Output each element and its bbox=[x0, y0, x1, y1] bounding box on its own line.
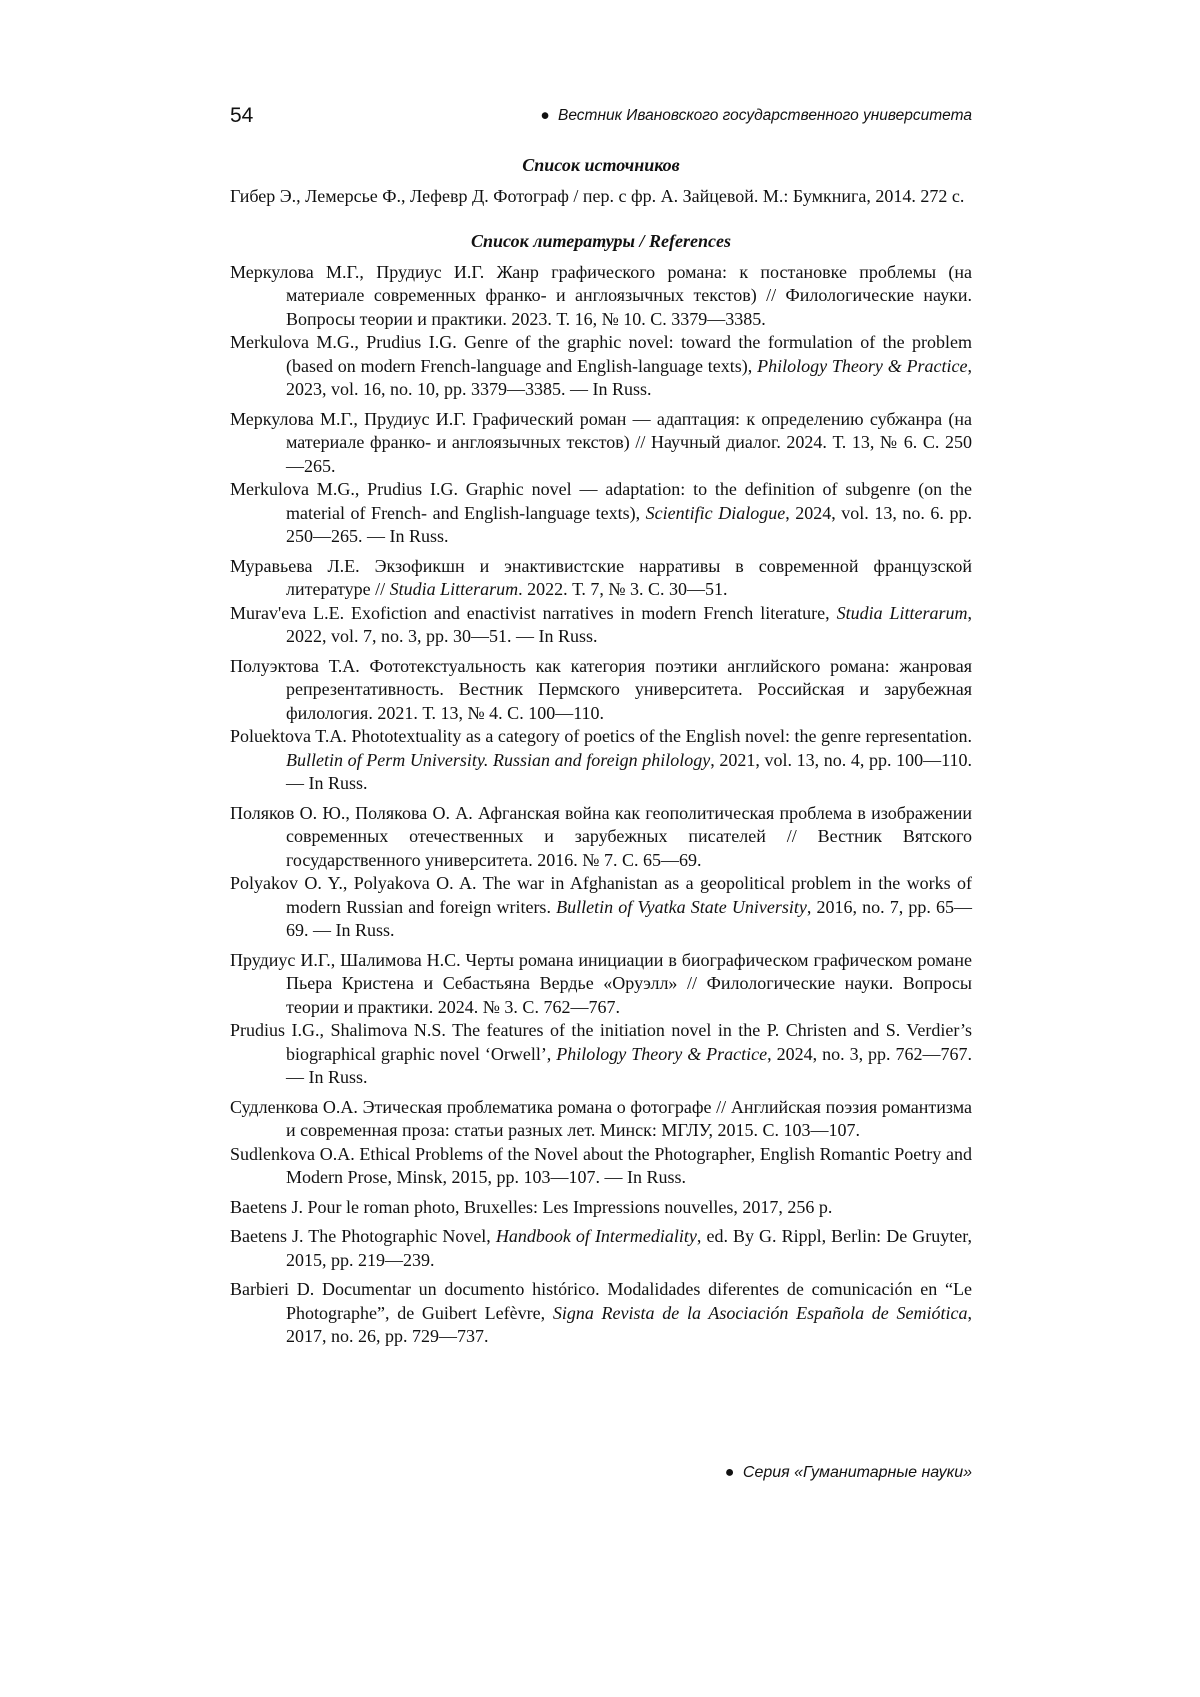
reference-entry bbox=[230, 1225, 972, 1272]
reference-text: , 2024, no. 3, pp. 762—767. — In Russ. bbox=[286, 1044, 972, 1088]
reference-text: Поляков О. Ю., Полякова О. А. Афганская война как геополитическая проблема в изображении современных отечественных и зарубежных писателей // Вестник Вятского государственного университета. 2016. № 7. С. 65—69. bbox=[230, 803, 972, 870]
reference-text: Sudlenkova O.A. Ethical Problems of the Novel about the Photographer, English Romantic Poetry and Modern Prose, Minsk, 2015, pp. 103—107. — In Russ. bbox=[230, 1144, 972, 1188]
reference-text: Baetens J. Pour le roman photo, Bruxelles: Les Impressions nouvelles, 2017, 256 p. bbox=[230, 1197, 832, 1217]
sources-list bbox=[230, 185, 972, 209]
page-number: 54 bbox=[230, 104, 253, 128]
reference-entry bbox=[230, 331, 972, 402]
reference-entry bbox=[230, 1143, 972, 1190]
reference-text: Полуэктова Т.А. Фототекстуальность как категория поэтики английского романа: жанровая репрезентативность. Вестник Пермского университета. Российская и зарубежная филология. 2021. Т. 13, № 4. С. 100—110. bbox=[230, 656, 972, 723]
reference-title: Philology Theory & Practice bbox=[556, 1044, 767, 1064]
reference-text: . 2022. Т. 7, № 3. С. 30—51. bbox=[518, 579, 727, 599]
reference-text: Merkulova M.G., Prudius I.G. Graphic novel — adaptation: to the definition of subgenre (on the material of French- and English-language texts), bbox=[230, 479, 972, 523]
reference-title: Handbook of Intermediality bbox=[496, 1226, 697, 1246]
series-title: Серия «Гуманитарные науки» bbox=[743, 1464, 972, 1481]
reference-title: Philology Theory & Practice bbox=[757, 356, 967, 376]
reference-entry bbox=[230, 602, 972, 649]
reference-text: , 2016, no. 7, pp. 65—69. — In Russ. bbox=[286, 897, 972, 941]
source-entry: Гибер Э., Лемерсье Ф., Лефевр Д. Фотограф / пер. с фр. А. Зайцевой. М.: Бумкнига, 2014. 272 с. bbox=[230, 185, 972, 209]
reference-text: , 2022, vol. 7, no. 3, pp. 30—51. — In Russ. bbox=[286, 603, 972, 647]
references-list bbox=[230, 261, 972, 1349]
reference-text: , 2021, vol. 13, no. 4, pp. 100—110. — In Russ. bbox=[286, 750, 972, 794]
reference-text: Merkulova M.G., Prudius I.G. Genre of the graphic novel: toward the formulation of the problem (based on modern French-language and English-language texts), bbox=[230, 332, 972, 376]
reference-text: , 2023, vol. 16, no. 10, pp. 3379—3385. — In Russ. bbox=[286, 356, 972, 400]
reference-entry bbox=[230, 1278, 972, 1349]
reference-text: Poluektova T.A. Phototextuality as a category of poetics of the English novel: the genre representation. bbox=[230, 726, 972, 746]
reference-text: Меркулова М.Г., Прудиус И.Г. Графический роман — адаптация: к определению субжанра (на материале франко- и англоязычных текстов) // Научный диалог. 2024. Т. 13, № 6. С. 250—265. bbox=[230, 409, 972, 476]
reference-text: Муравьева Л.Е. Экзофикшн и энактивистские нарративы в современной французской литературе // bbox=[230, 556, 972, 600]
reference-title: Studia Litterarum bbox=[837, 603, 968, 623]
running-header bbox=[540, 106, 972, 126]
reference-entry bbox=[230, 408, 972, 479]
sources-heading: Список источников bbox=[230, 154, 972, 178]
reference-title: Signa Revista de la Asociación Española de Semiótica bbox=[553, 1303, 968, 1323]
reference-text: Murav'eva L.E. Exofiction and enactivist narratives in modern French literature, bbox=[230, 603, 837, 623]
reference-title: Bulletin of Perm University. Russian and foreign philology bbox=[286, 750, 710, 770]
reference-entry bbox=[230, 478, 972, 549]
journal-title: Вестник Ивановского государственного университета bbox=[558, 107, 972, 124]
reference-entry bbox=[230, 872, 972, 943]
reference-text: Barbieri D. Documentar un documento histórico. Modalidades diferentes de comunicación en “Le Photographe”, de Guibert Lefèvre, bbox=[230, 1279, 972, 1323]
reference-entry bbox=[230, 949, 972, 1020]
reference-entry bbox=[230, 1019, 972, 1090]
bibliography bbox=[230, 154, 972, 1349]
reference-text: Polyakov O. Y., Polyakova O. A. The war in Afghanistan as a geopolitical problem in the works of modern Russian and foreign writers. bbox=[230, 873, 972, 917]
reference-text: Меркулова М.Г., Прудиус И.Г. Жанр графического романа: к постановке проблемы (на материале современных франко- и англоязычных текстов) // Филологические науки. Вопросы теории и практики. 2023. Т. 16, № 10. С. 3379—3385. bbox=[230, 262, 972, 329]
reference-text: Судленкова О.А. Этическая проблематика романа о фотографе // Английская поэзия романтизма и современная проза: статьи разных лет. Минск: МГЛУ, 2015. С. 103—107. bbox=[230, 1097, 972, 1141]
bullet-icon: ● bbox=[725, 1464, 735, 1481]
reference-entry bbox=[230, 555, 972, 602]
reference-text: , 2024, vol. 13, no. 6. pp. 250—265. — In Russ. bbox=[286, 503, 972, 547]
reference-entry bbox=[230, 725, 972, 796]
references-heading: Список литературы / References bbox=[230, 230, 972, 254]
reference-text: , ed. By G. Rippl, Berlin: De Gruyter, 2015, pp. 219—239. bbox=[286, 1226, 972, 1270]
reference-text: Baetens J. The Photographic Novel, bbox=[230, 1226, 496, 1246]
reference-text: , 2017, no. 26, pp. 729—737. bbox=[286, 1303, 972, 1347]
reference-text: Прудиус И.Г., Шалимова Н.С. Черты романа инициации в биографическом графическом романе Пьера Кристена и Себастьяна Вердье «Оруэлл» // Филологические науки. Вопросы теории и практики. 2024. № 3. С. 762—767. bbox=[230, 950, 972, 1017]
reference-title: Scientific Dialogue bbox=[646, 503, 786, 523]
reference-entry bbox=[230, 802, 972, 873]
bullet-icon: ● bbox=[540, 107, 549, 124]
reference-entry bbox=[230, 261, 972, 332]
reference-title: Studia Litterarum bbox=[390, 579, 519, 599]
reference-entry bbox=[230, 1096, 972, 1143]
reference-title: Bulletin of Vyatka State University bbox=[556, 897, 807, 917]
reference-entry bbox=[230, 1196, 972, 1220]
reference-entry bbox=[230, 655, 972, 726]
running-footer bbox=[725, 1463, 972, 1483]
reference-text: Prudius I.G., Shalimova N.S. The features of the initiation novel in the P. Christen and S. Verdier’s biographical graphic novel ‘Orwell’, bbox=[230, 1020, 972, 1064]
